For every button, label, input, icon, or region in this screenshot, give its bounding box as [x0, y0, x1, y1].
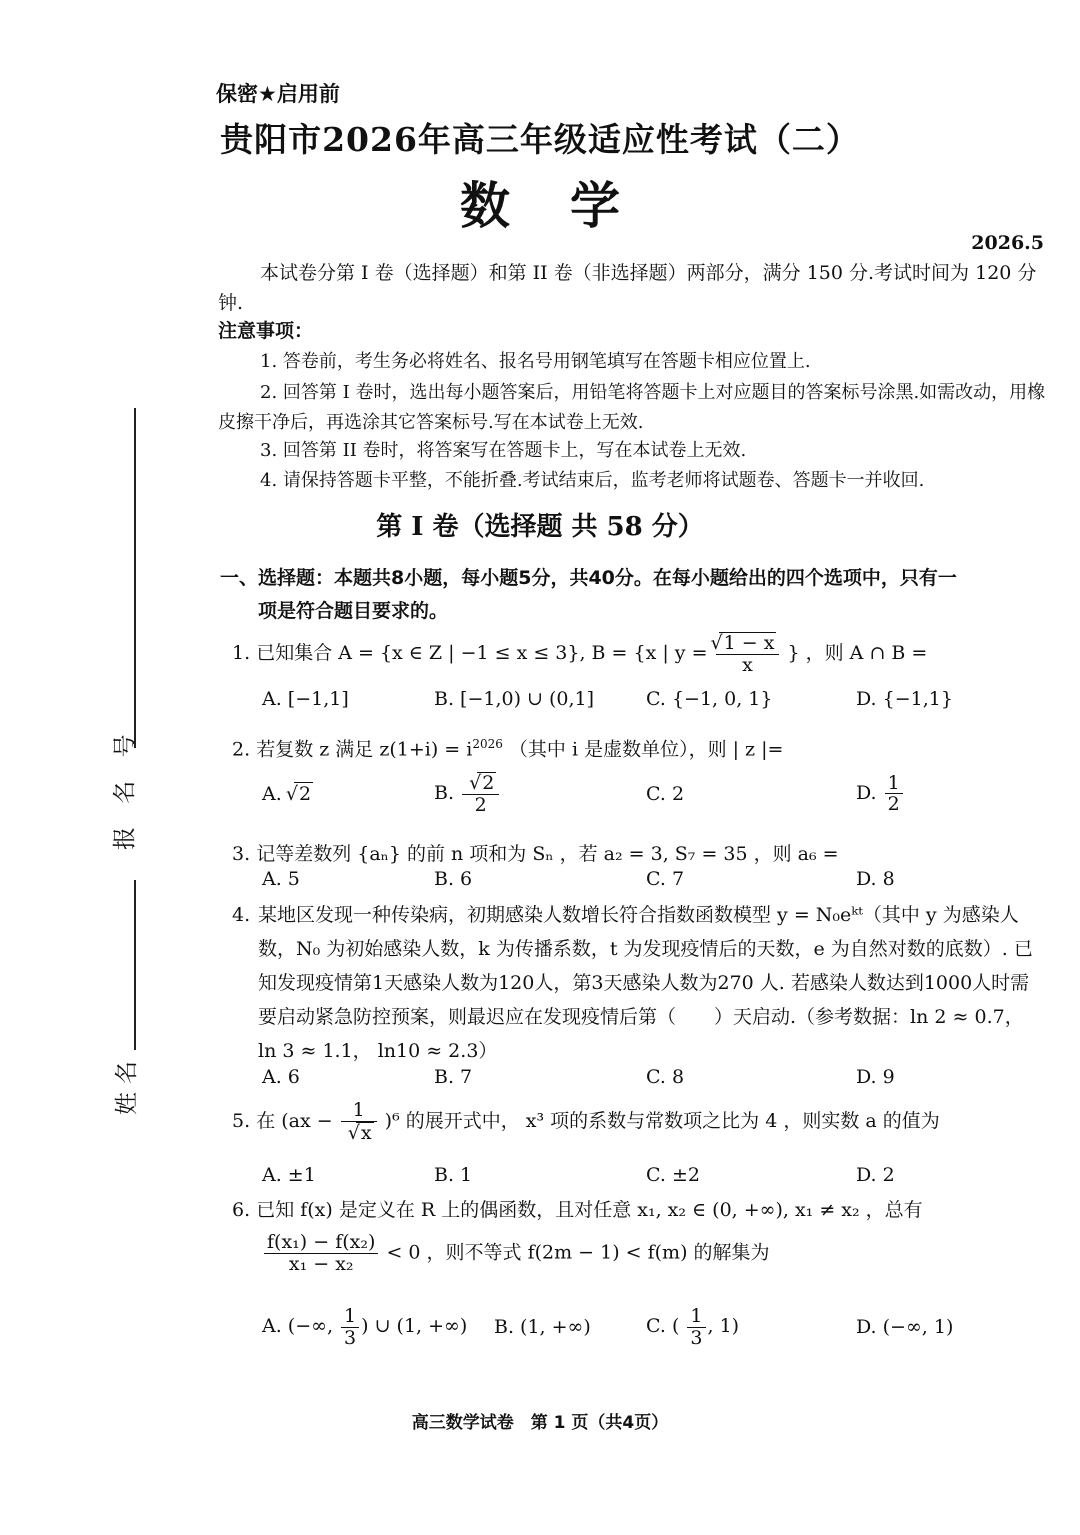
question-3 — [232, 838, 1047, 870]
question-text: 记等差数列 {aₙ} 的前 n 项和为 Sₙ ，若 a₂ = 3, S₇ = 35 ，则 a₆ = — [256, 843, 839, 865]
question-text: 某地区发现一种传染病，初期感染人数增长符合指数函数模型 y = N₀eᵏᵗ（其中 y 为感染人数，N₀ 为初始感染人数，k 为传播系数，t 为发现疫情后的天数，e 为自然对数的底数）. 已知发现疫情第1天感染人数为120人，第3天感染人数为270 人. 若感染人数达到1000人时需要启动紧急防控预案，则最迟应在发现疫情后第（ ）天启动.（参考数据：ln 2 ≈ 0.7， ln 3 ≈ 1.1， ln10 ≈ 2.3） — [258, 904, 1033, 1062]
question-6 — [232, 1194, 1047, 1226]
option-c: C. 7 — [646, 868, 685, 890]
option-b: B. (1, +∞) — [494, 1316, 591, 1339]
option-a: A. 5 — [262, 868, 300, 890]
fraction — [716, 632, 780, 676]
part1-instructions — [220, 562, 1050, 628]
option-c: C. 2 — [646, 782, 685, 805]
option-b: B. 7 — [434, 1066, 473, 1088]
option-c: C. ( $\frac{1}{3}$ , 1) — [646, 1305, 740, 1349]
question-3-options — [262, 868, 1052, 890]
option-d: D. (−∞, 1) — [856, 1316, 954, 1339]
option-d: D. 9 — [856, 1066, 895, 1088]
question-text: 若复数 z 满足 z(1+i) = i — [256, 738, 473, 761]
option-d: D. $\frac{1}{2}$ — [856, 773, 1046, 816]
question-text-tail: （其中 i 是虚数单位），则 | z |= — [508, 738, 784, 761]
option-d: D. 8 — [856, 868, 895, 890]
exam-title: 贵阳市2026年高三年级适应性考试（二） — [220, 120, 860, 159]
question-4 — [232, 898, 1047, 1068]
option-a: A. √ 2 — [262, 782, 434, 805]
notice-heading: 注意事项： — [218, 320, 314, 342]
notice-item-3: 3. 回答第 II 卷时，将答案写在答题卡上，写在本试卷上无效. — [260, 440, 747, 461]
fraction: √ $\frac{2}{2}$ — [462, 772, 499, 816]
question-5-options — [262, 1164, 1052, 1186]
sqrt-expression: √ 2 — [294, 782, 313, 805]
subject-title: 数学 — [460, 176, 680, 235]
question-number: 1. — [232, 641, 251, 664]
denominator: x — [742, 653, 753, 676]
option-a: A. [−1,1] — [262, 688, 349, 710]
question-2-options — [262, 772, 1052, 816]
sqrt-expression: √ 1 − x — [719, 632, 777, 654]
exponent: 2026 — [472, 737, 503, 751]
fraction: $\frac{1}{3}$ — [687, 1306, 705, 1349]
question-text: 已知集合 A = {x ∈ Z | −1 ≤ x ≤ 3}, B = {x | y = — [256, 641, 708, 664]
part1-line-1: 一、选择题：本题共8小题，每小题5分，共40分。在每小题给出的四个选项中，只有一 — [220, 567, 957, 589]
option-d: D. {−1,1} — [856, 688, 953, 710]
question-number: 6. — [232, 1199, 251, 1221]
fraction: 1 √ x — [341, 1100, 377, 1144]
question-6-options — [262, 1306, 1052, 1349]
name-line — [134, 880, 136, 1050]
question-2 — [232, 728, 1047, 765]
fraction: $\frac{\text{f(x₁) − f(x₂)}}{\text{x₁ − x₂}}$ — [264, 1232, 378, 1275]
option-a: A. ±1 — [262, 1164, 316, 1186]
question-number: 3. — [232, 843, 251, 865]
reg-number-label: 报 名 号 — [112, 726, 138, 850]
exam-date: 2026.5 — [971, 232, 1044, 254]
option-c: C. ±2 — [646, 1164, 700, 1186]
fraction: $\frac{1}{2}$ — [885, 773, 903, 816]
part1-line-2: 项是符合题目要求的。 — [258, 600, 449, 622]
question-number: 2. — [232, 738, 251, 761]
option-b: B. [−1,0) ∪ (0,1] — [434, 688, 595, 710]
notice-item-2: 2. 回答第 I 卷时，选出每小题答案后，用铅笔将答题卡上对应题目的答案标号涂黑.如需改动，用橡皮擦干净后，再选涂其它答案标号.写在本试卷上无效. — [218, 382, 1046, 433]
page-footer: 高三数学试卷 第 1 页（共4页） — [411, 1413, 669, 1433]
question-text-tail: } ，则 A ∩ B = — [787, 641, 928, 664]
option-d: D. 2 — [856, 1164, 895, 1186]
question-5 — [232, 1100, 1047, 1144]
option-b: B. 1 — [434, 1164, 473, 1186]
question-text-tail: < 0 ，则不等式 f(2m − 1) < f(m) 的解集为 — [386, 1241, 770, 1264]
section-title: 第 I 卷（选择题 共 58 分） — [376, 512, 704, 542]
option-a: A. (−∞, $\frac{1}{3}$ ) ∪ (1, +∞) — [262, 1305, 468, 1349]
notice-item-4: 4. 请保持答题卡平整，不能折叠.考试结束后，监考老师将试题卷、答题卡一并收回. — [260, 470, 925, 491]
question-text-tail: )⁶ 的展开式中， x³ 项的系数与常数项之比为 4 ，则实数 a 的值为 — [384, 1109, 940, 1132]
question-6-condition — [262, 1232, 1077, 1275]
option-b: B. 6 — [434, 868, 473, 890]
option-c: C. {−1, 0, 1} — [646, 688, 773, 710]
question-1 — [232, 632, 1047, 676]
question-number: 4. — [232, 904, 251, 926]
question-number: 5. — [232, 1109, 251, 1132]
question-text: 在 (ax − — [256, 1109, 333, 1132]
notice-item-1: 1. 答卷前，考生务必将姓名、报名号用钢笔填写在答题卡相应位置上. — [260, 351, 811, 372]
confidential-mark: 保密★启用前 — [216, 82, 340, 106]
question-text: 已知 f(x) 是定义在 R 上的偶函数，且对任意 x₁, x₂ ∈ (0, +∞), x₁ ≠ x₂ ，总有 — [256, 1199, 923, 1221]
intro-paragraph: 本试卷分第 I 卷（选择题）和第 II 卷（非选择题）两部分，满分 150 分.考试时间为 120 分钟. — [218, 262, 1037, 314]
question-1-options — [262, 688, 1052, 710]
option-b: B. √ $\frac{2}{2}$ — [434, 772, 646, 816]
name-label: 姓名 — [114, 1053, 140, 1115]
option-a: A. 6 — [262, 1066, 300, 1088]
fraction: $\frac{1}{3}$ — [341, 1306, 359, 1349]
option-c: C. 8 — [646, 1066, 685, 1088]
reg-number-line — [134, 408, 136, 748]
question-4-options — [262, 1066, 1052, 1088]
